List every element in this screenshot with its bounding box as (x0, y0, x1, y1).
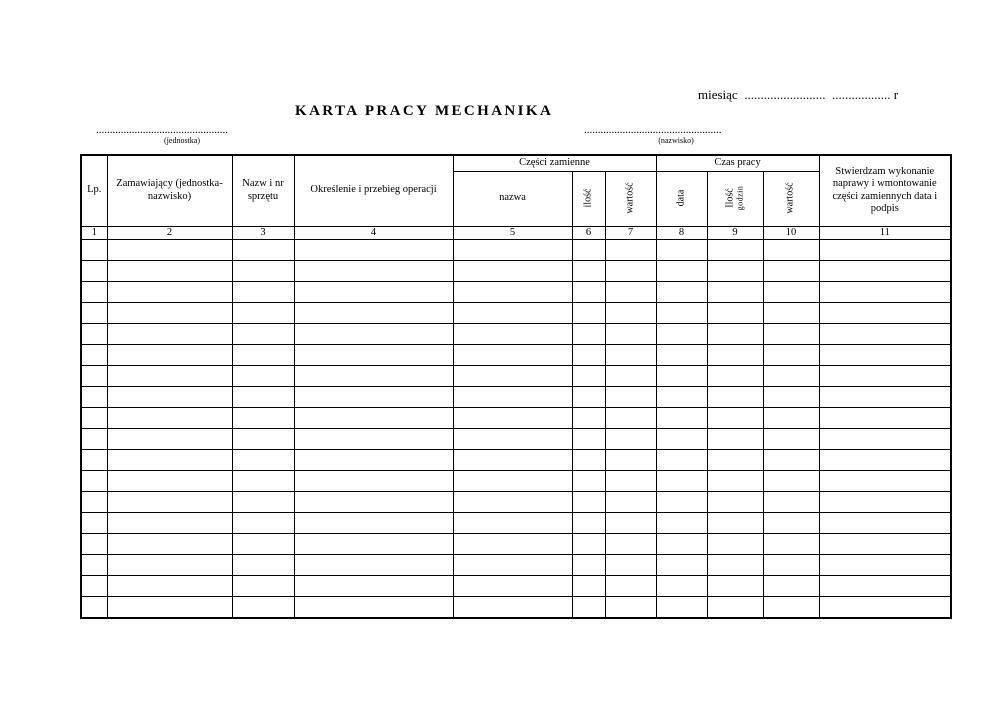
table-cell[interactable] (107, 303, 232, 324)
header-parts-name: nazwa (453, 171, 572, 226)
table-cell[interactable] (81, 534, 107, 555)
table-cell[interactable] (656, 597, 707, 618)
work-card-table (80, 154, 952, 619)
table-cell[interactable] (605, 282, 656, 303)
table-cell[interactable] (81, 555, 107, 576)
table-cell[interactable] (107, 240, 232, 261)
column-number: 11 (819, 226, 951, 240)
table-cell[interactable] (294, 324, 453, 345)
table-cell[interactable] (572, 513, 605, 534)
table-cell[interactable] (572, 576, 605, 597)
table-cell[interactable] (81, 282, 107, 303)
table-cell[interactable] (453, 240, 572, 261)
table-cell[interactable] (763, 408, 819, 429)
table-cell[interactable] (572, 282, 605, 303)
header-lp: Lp. (81, 155, 107, 226)
time-hours-label (725, 185, 745, 210)
table-cell[interactable] (605, 387, 656, 408)
table-cell[interactable] (232, 597, 294, 618)
table-cell[interactable] (763, 492, 819, 513)
column-number: 4 (294, 226, 453, 240)
table-cell[interactable] (605, 240, 656, 261)
table-row (81, 303, 951, 324)
table-cell[interactable] (819, 408, 951, 429)
table-row (81, 429, 951, 450)
header-time-date (656, 171, 707, 226)
column-number: 5 (453, 226, 572, 240)
table-row (81, 513, 951, 534)
table-cell[interactable] (819, 345, 951, 366)
table-cell[interactable] (294, 471, 453, 492)
table-cell[interactable] (763, 597, 819, 618)
table-cell[interactable] (819, 450, 951, 471)
table-cell[interactable] (294, 261, 453, 282)
header-confirmation: Stwierdzam wykonanie naprawy i wmontowanie części zamiennych data i podpis (819, 155, 951, 226)
table-cell[interactable] (572, 408, 605, 429)
surname-caption: (nazwisko) (658, 136, 694, 145)
table-cell[interactable] (107, 261, 232, 282)
table-cell[interactable] (819, 324, 951, 345)
table-cell[interactable] (107, 555, 232, 576)
header-equipment: Nazw i nr sprzętu (232, 155, 294, 226)
table-cell[interactable] (294, 240, 453, 261)
table-cell[interactable] (763, 450, 819, 471)
table-cell[interactable] (294, 387, 453, 408)
table-cell[interactable] (656, 471, 707, 492)
column-number: 3 (232, 226, 294, 240)
table-cell[interactable] (107, 387, 232, 408)
table-cell[interactable] (605, 597, 656, 618)
table-cell[interactable] (605, 492, 656, 513)
table-cell[interactable] (656, 450, 707, 471)
table-row (81, 408, 951, 429)
table-cell[interactable] (453, 513, 572, 534)
parts-value-label: wartość (624, 182, 636, 214)
table-cell[interactable] (453, 261, 572, 282)
column-number: 10 (763, 226, 819, 240)
table-cell[interactable] (819, 429, 951, 450)
table-cell[interactable] (453, 345, 572, 366)
table-cell[interactable] (453, 597, 572, 618)
table-cell[interactable] (294, 597, 453, 618)
month-label: miesiąc (698, 87, 738, 102)
table-cell[interactable] (107, 408, 232, 429)
table-cell[interactable] (572, 324, 605, 345)
table-cell[interactable] (605, 408, 656, 429)
table-cell[interactable] (572, 345, 605, 366)
table-cell[interactable] (605, 366, 656, 387)
table-cell[interactable] (572, 240, 605, 261)
table-cell[interactable] (572, 261, 605, 282)
table-cell[interactable] (707, 597, 763, 618)
table-cell[interactable] (453, 576, 572, 597)
table-cell[interactable] (763, 324, 819, 345)
table-cell[interactable] (819, 513, 951, 534)
table-cell[interactable] (232, 555, 294, 576)
column-number: 7 (605, 226, 656, 240)
table-cell[interactable] (763, 534, 819, 555)
table-cell[interactable] (572, 471, 605, 492)
table-cell[interactable] (707, 366, 763, 387)
table-cell[interactable] (572, 555, 605, 576)
column-number: 2 (107, 226, 232, 240)
table-cell[interactable] (232, 429, 294, 450)
table-cell[interactable] (453, 429, 572, 450)
parts-qty-label: ilość (582, 188, 594, 208)
column-number: 6 (572, 226, 605, 240)
table-cell[interactable] (656, 408, 707, 429)
table-cell[interactable] (707, 303, 763, 324)
month-year-line (698, 87, 898, 103)
table-cell[interactable] (294, 366, 453, 387)
table-row (81, 324, 951, 345)
table-cell[interactable] (107, 450, 232, 471)
surname-field[interactable]: .................................................. (584, 124, 722, 136)
table-cell[interactable] (605, 345, 656, 366)
table-cell[interactable] (707, 324, 763, 345)
table-cell[interactable] (763, 282, 819, 303)
table-cell[interactable] (453, 471, 572, 492)
table-cell[interactable] (819, 555, 951, 576)
table-cell[interactable] (707, 261, 763, 282)
table-cell[interactable] (572, 387, 605, 408)
table-row (81, 534, 951, 555)
table-row (81, 492, 951, 513)
table-cell[interactable] (763, 429, 819, 450)
table-cell[interactable] (763, 576, 819, 597)
table-cell[interactable] (572, 450, 605, 471)
column-number-row (81, 226, 951, 240)
header-time-hours (707, 171, 763, 226)
table-cell[interactable] (819, 534, 951, 555)
table-cell[interactable] (294, 534, 453, 555)
table-cell[interactable] (294, 450, 453, 471)
column-number: 1 (81, 226, 107, 240)
table-cell[interactable] (605, 513, 656, 534)
table-cell[interactable] (656, 282, 707, 303)
table-cell[interactable] (232, 282, 294, 303)
table-cell[interactable] (232, 387, 294, 408)
table-cell[interactable] (819, 387, 951, 408)
table-cell[interactable] (656, 366, 707, 387)
table-cell[interactable] (453, 303, 572, 324)
table-cell[interactable] (819, 282, 951, 303)
table-row (81, 597, 951, 618)
column-number: 8 (656, 226, 707, 240)
table-cell[interactable] (107, 597, 232, 618)
table-cell[interactable] (294, 492, 453, 513)
table-cell[interactable] (107, 513, 232, 534)
table-cell[interactable] (605, 261, 656, 282)
table-cell[interactable] (707, 387, 763, 408)
table-cell[interactable] (81, 513, 107, 534)
table-cell[interactable] (572, 492, 605, 513)
table-cell[interactable] (294, 513, 453, 534)
table-cell[interactable] (232, 492, 294, 513)
header-parts-value (605, 171, 656, 226)
table-cell[interactable] (707, 282, 763, 303)
table-cell[interactable] (656, 240, 707, 261)
table-cell[interactable] (656, 492, 707, 513)
table-cell[interactable] (294, 576, 453, 597)
table-cell[interactable] (656, 513, 707, 534)
table-cell[interactable] (763, 555, 819, 576)
table-cell[interactable] (819, 471, 951, 492)
time-value-label: wartość (785, 182, 797, 214)
table-cell[interactable] (656, 345, 707, 366)
table-row (81, 282, 951, 303)
table-row (81, 555, 951, 576)
table-cell[interactable] (81, 303, 107, 324)
table-cell[interactable] (453, 492, 572, 513)
table-cell[interactable] (707, 513, 763, 534)
table-cell[interactable] (81, 429, 107, 450)
unit-field[interactable]: ................................................ (96, 124, 228, 136)
header-ordering-party: Zamawiający (jednostka-nazwisko) (107, 155, 232, 226)
table-cell[interactable] (453, 366, 572, 387)
table-cell[interactable] (819, 240, 951, 261)
table-cell[interactable] (707, 345, 763, 366)
table-cell[interactable] (572, 534, 605, 555)
table-cell[interactable] (572, 303, 605, 324)
table-cell[interactable] (232, 261, 294, 282)
table-cell[interactable] (294, 408, 453, 429)
table-cell[interactable] (656, 576, 707, 597)
table-cell[interactable] (294, 282, 453, 303)
time-date-label: data (675, 189, 687, 207)
header-operation: Określenie i przebieg operacji (294, 155, 453, 226)
table-cell[interactable] (605, 555, 656, 576)
header-parts-qty (572, 171, 605, 226)
table-cell[interactable] (656, 429, 707, 450)
table-cell[interactable] (81, 576, 107, 597)
table-cell[interactable] (605, 534, 656, 555)
table-cell[interactable] (707, 471, 763, 492)
table-cell[interactable] (81, 345, 107, 366)
table-cell[interactable] (819, 597, 951, 618)
time-hours-line2: godzin (735, 185, 745, 211)
table-cell[interactable] (605, 576, 656, 597)
table-row (81, 261, 951, 282)
table-cell[interactable] (605, 471, 656, 492)
table-cell[interactable] (453, 387, 572, 408)
table-row (81, 471, 951, 492)
table-cell[interactable] (232, 240, 294, 261)
year-suffix: r (893, 87, 899, 102)
table-cell[interactable] (763, 471, 819, 492)
table-cell[interactable] (232, 366, 294, 387)
table-cell[interactable] (819, 492, 951, 513)
table-cell[interactable] (763, 240, 819, 261)
table-row (81, 387, 951, 408)
table-cell[interactable] (763, 513, 819, 534)
table-cell[interactable] (81, 366, 107, 387)
table-cell[interactable] (819, 366, 951, 387)
table-cell[interactable] (763, 366, 819, 387)
table-cell[interactable] (656, 261, 707, 282)
page-title: KARTA PRACY MECHANIKA (295, 103, 554, 119)
table-cell[interactable] (656, 534, 707, 555)
table-row (81, 576, 951, 597)
table-row (81, 366, 951, 387)
table-cell[interactable] (107, 324, 232, 345)
table-cell[interactable] (453, 555, 572, 576)
table-cell[interactable] (453, 408, 572, 429)
table-cell[interactable] (707, 492, 763, 513)
header-spare-parts: Części zamienne (453, 155, 656, 171)
table-cell[interactable] (763, 261, 819, 282)
table-cell[interactable] (232, 534, 294, 555)
table-cell[interactable] (107, 492, 232, 513)
year-dots[interactable]: .................. (831, 87, 891, 102)
table-cell[interactable] (232, 303, 294, 324)
table-cell[interactable] (81, 408, 107, 429)
table-cell[interactable] (232, 513, 294, 534)
table-cell[interactable] (232, 450, 294, 471)
table-cell[interactable] (107, 366, 232, 387)
table-cell[interactable] (81, 450, 107, 471)
header-work-time: Czas pracy (656, 155, 819, 171)
table-cell[interactable] (107, 345, 232, 366)
table-cell[interactable] (294, 429, 453, 450)
table-cell[interactable] (605, 303, 656, 324)
table-cell[interactable] (81, 261, 107, 282)
table-cell[interactable] (232, 345, 294, 366)
table-cell[interactable] (107, 282, 232, 303)
table-cell[interactable] (294, 345, 453, 366)
month-dots[interactable]: ......................... (744, 87, 826, 102)
table-cell[interactable] (107, 576, 232, 597)
table-cell[interactable] (453, 534, 572, 555)
table-cell[interactable] (232, 408, 294, 429)
table-cell[interactable] (707, 555, 763, 576)
table-cell[interactable] (453, 324, 572, 345)
table-cell[interactable] (763, 345, 819, 366)
table-cell[interactable] (656, 303, 707, 324)
table-cell[interactable] (819, 576, 951, 597)
table-cell[interactable] (81, 597, 107, 618)
table-cell[interactable] (656, 387, 707, 408)
header-time-value (763, 171, 819, 226)
table-cell[interactable] (605, 429, 656, 450)
table-cell[interactable] (572, 429, 605, 450)
table-cell[interactable] (707, 408, 763, 429)
table-cell[interactable] (707, 576, 763, 597)
table-cell[interactable] (707, 450, 763, 471)
table-cell[interactable] (656, 555, 707, 576)
column-number: 9 (707, 226, 763, 240)
table-cell[interactable] (81, 471, 107, 492)
unit-caption: (jednostka) (164, 136, 200, 145)
table-cell[interactable] (81, 324, 107, 345)
table-cell[interactable] (107, 534, 232, 555)
time-hours-line1: Ilość (724, 187, 736, 208)
table-cell[interactable] (81, 492, 107, 513)
table-cell[interactable] (707, 534, 763, 555)
table-cell[interactable] (107, 471, 232, 492)
table-cell[interactable] (572, 597, 605, 618)
table-cell[interactable] (707, 240, 763, 261)
table-cell[interactable] (605, 450, 656, 471)
table-cell[interactable] (294, 555, 453, 576)
table-cell[interactable] (107, 429, 232, 450)
table-cell[interactable] (453, 450, 572, 471)
table-cell[interactable] (232, 576, 294, 597)
table-cell[interactable] (572, 366, 605, 387)
table-cell[interactable] (605, 324, 656, 345)
table-cell[interactable] (232, 471, 294, 492)
table-cell[interactable] (656, 324, 707, 345)
table-cell[interactable] (81, 240, 107, 261)
table-row (81, 240, 951, 261)
table-cell[interactable] (453, 282, 572, 303)
table-cell[interactable] (232, 324, 294, 345)
table-cell[interactable] (707, 429, 763, 450)
table-row (81, 345, 951, 366)
table-cell[interactable] (81, 387, 107, 408)
table-row (81, 450, 951, 471)
table-cell[interactable] (763, 303, 819, 324)
table-cell[interactable] (819, 261, 951, 282)
table-cell[interactable] (763, 387, 819, 408)
table-cell[interactable] (819, 303, 951, 324)
table-cell[interactable] (294, 303, 453, 324)
